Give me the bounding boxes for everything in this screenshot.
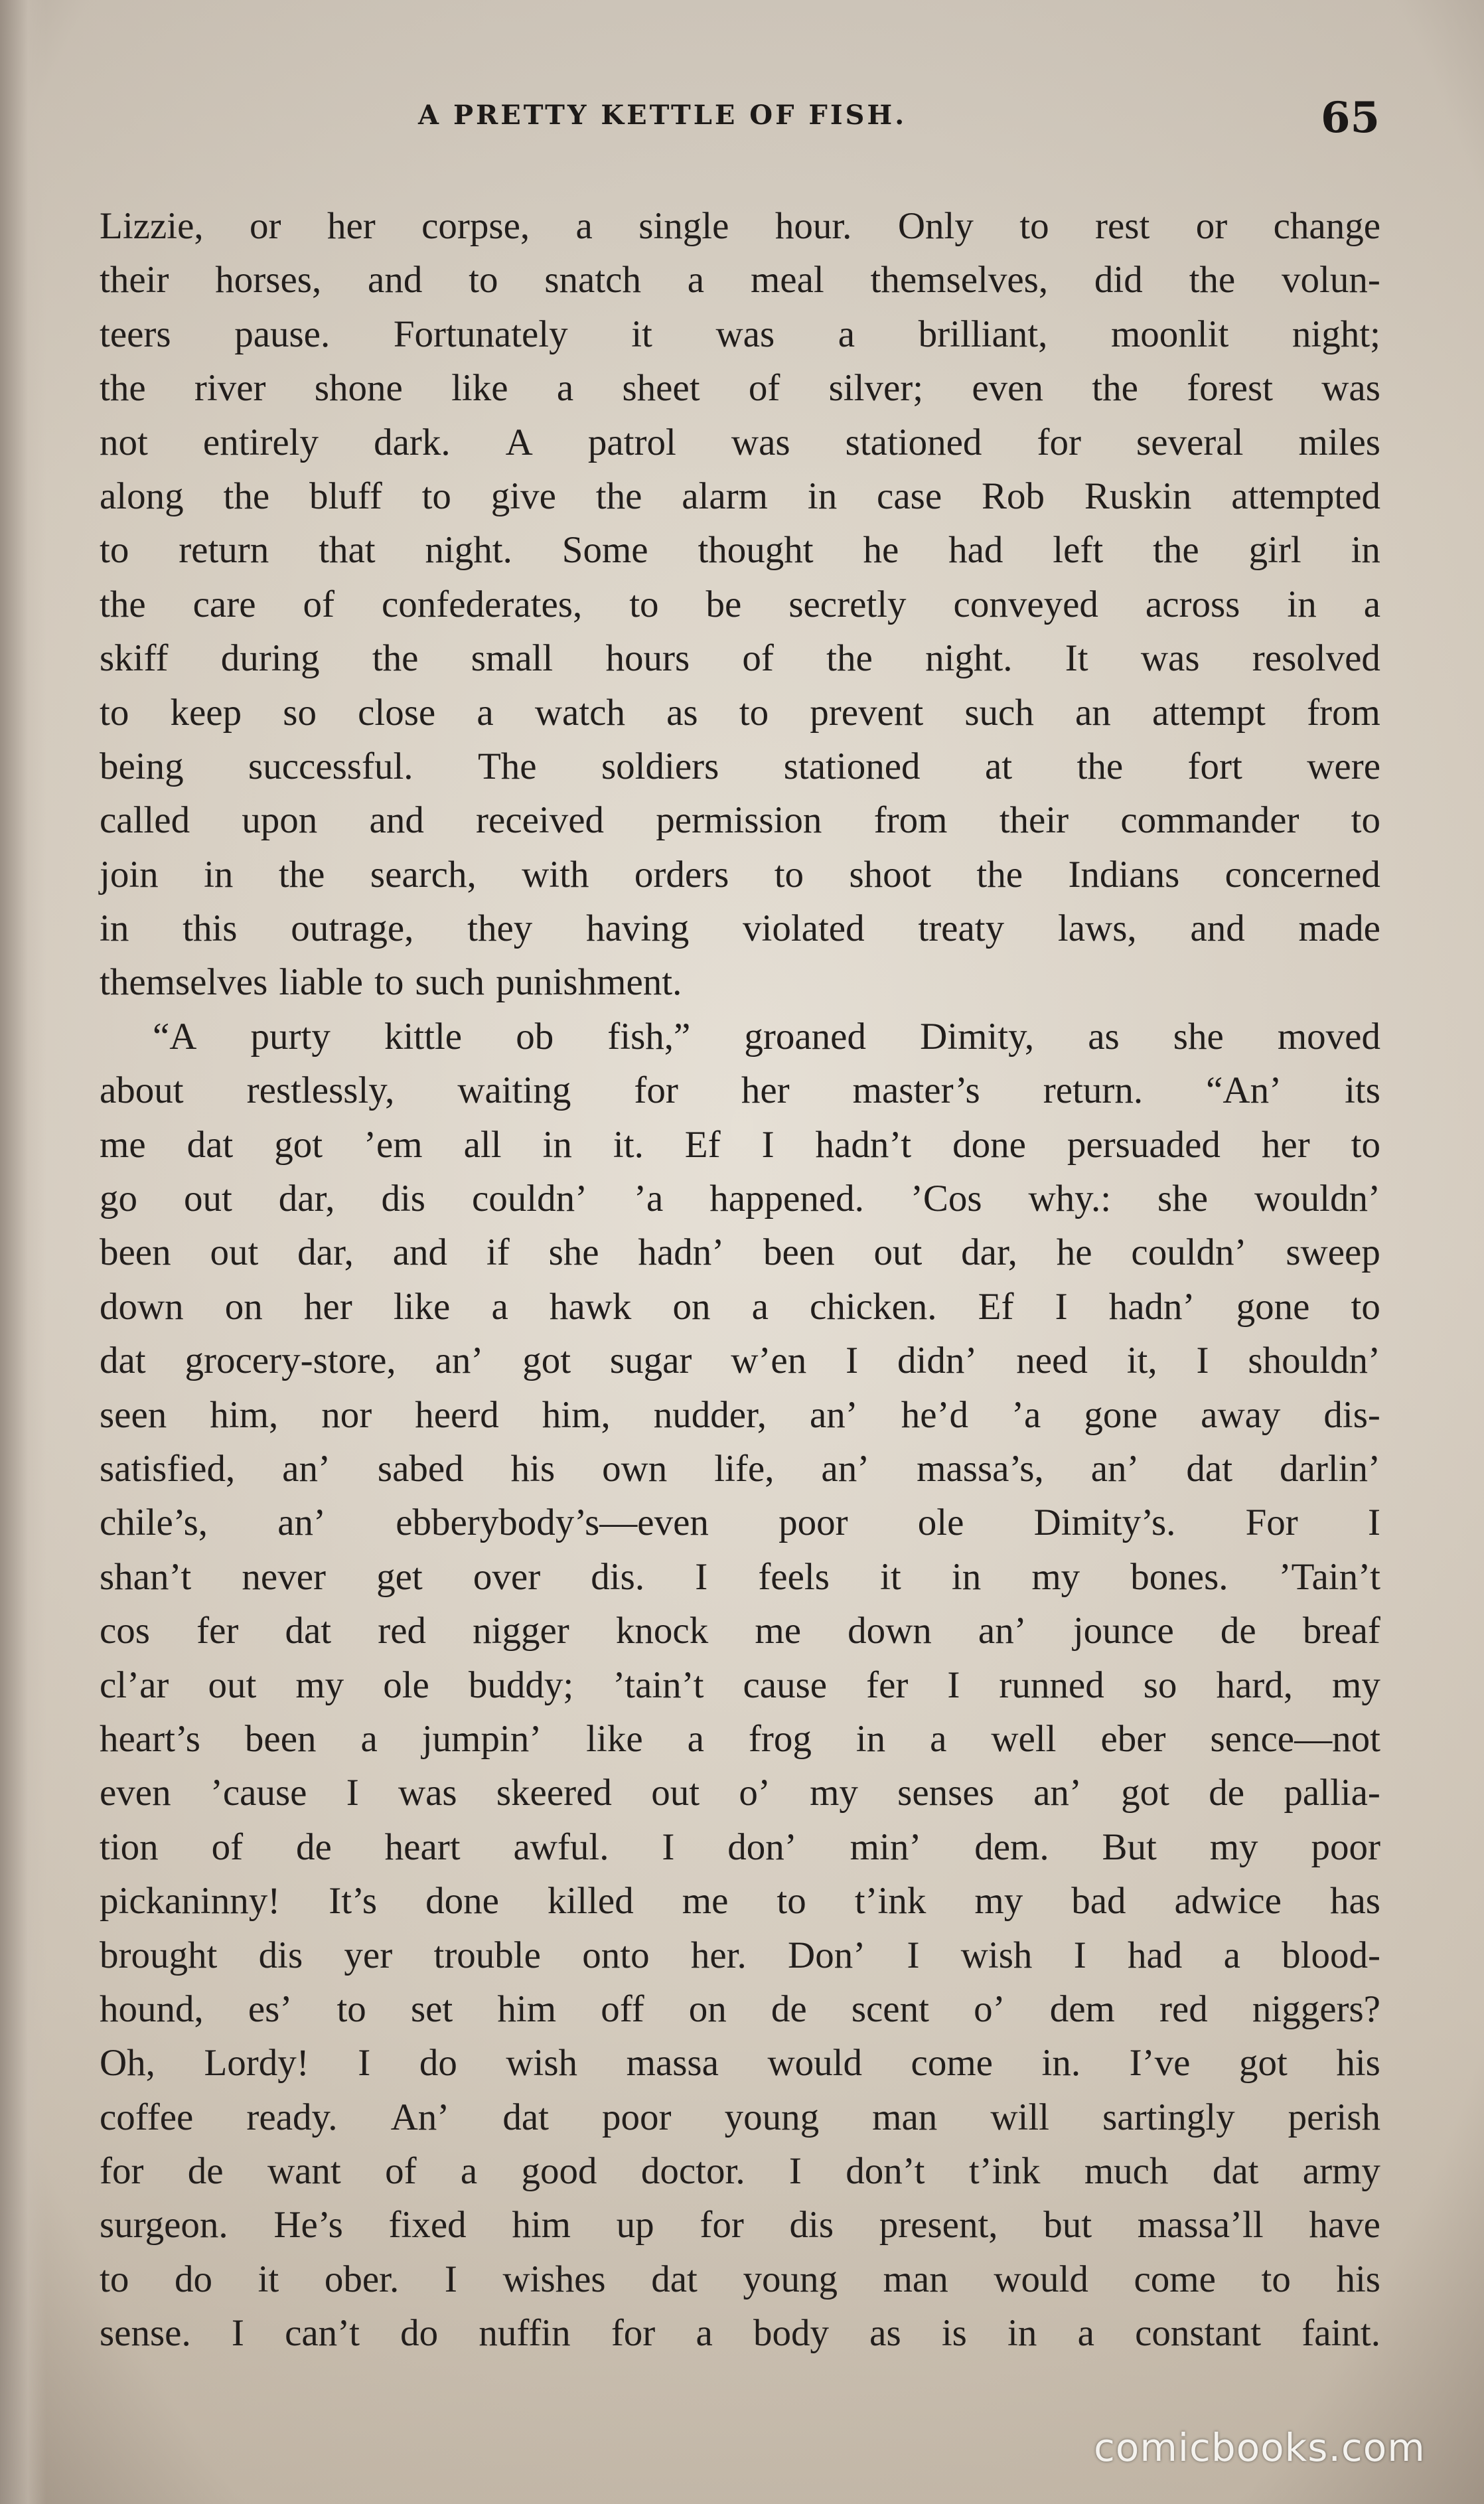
text-line: in this outrage, they having violated treaty laws, and made xyxy=(100,907,1380,950)
page-number: 65 xyxy=(1321,93,1380,143)
text-line: tion of de heart awful. I don’ min’ dem. But my poor xyxy=(100,1826,1380,1868)
text-line: me dat got ’em all in it. Ef I hadn’t done persuaded her to xyxy=(100,1123,1380,1166)
text-line: pickaninny! It’s done killed me to t’ink my bad adwice has xyxy=(100,1880,1380,1922)
text-line: “A purty kittle ob fish,” groaned Dimity, as she moved xyxy=(153,1015,1380,1057)
text-line: themselves liable to such punishment. xyxy=(100,961,682,1004)
text-line: to keep so close a watch as to prevent such an attempt from xyxy=(100,691,1380,734)
text-line: heart’s been a jumpin’ like a frog in a well eber sence—not xyxy=(100,1717,1380,1760)
text-line: skiff during the small hours of the night. It was resolved xyxy=(100,637,1380,680)
text-line: down on her like a hawk on a chicken. Ef I hadn’ gone to xyxy=(100,1285,1380,1328)
text-line: join in the search, with orders to shoot the Indians concerned xyxy=(100,853,1380,896)
text-line: go out dar, dis couldn’ ’a happened. ’Cos why.: she wouldn’ xyxy=(100,1178,1380,1220)
text-line: surgeon. He’s fixed him up for dis present, but massa’ll have xyxy=(100,2204,1380,2246)
text-line: the care of confederates, to be secretly conveyed across in a xyxy=(100,583,1380,625)
text-line: Oh, Lordy! I do wish massa would come in. I’ve got his xyxy=(100,2042,1380,2084)
text-line: being successful. The soldiers stationed at the fort were xyxy=(100,745,1380,787)
running-head: A PRETTY KETTLE OF FISH. xyxy=(418,100,907,131)
text-line: their horses, and to snatch a meal themselves, did the volun- xyxy=(100,259,1380,301)
text-line: seen him, nor heerd him, nudder, an’ he’d ’a gone away dis- xyxy=(100,1393,1380,1436)
text-line: been out dar, and if she hadn’ been out dar, he couldn’ sweep xyxy=(100,1231,1380,1274)
page-header xyxy=(0,93,1484,143)
text-line: coffee ready. An’ dat poor young man will sartingly perish xyxy=(100,2096,1380,2138)
watermark: comicbooks.com xyxy=(1094,2425,1426,2470)
text-line: teers pause. Fortunately it was a brilliant, moonlit night; xyxy=(100,313,1380,355)
text-line: for de want of a good doctor. I don’t t’ink much dat army xyxy=(100,2150,1380,2193)
text-line: not entirely dark. A patrol was stationed for several miles xyxy=(100,421,1380,463)
text-line: chile’s, an’ ebberybody’s—even poor ole Dimity’s. For I xyxy=(100,1502,1380,1544)
page-gutter-shadow xyxy=(0,0,46,2504)
text-line: called upon and received permission from their commander to xyxy=(100,799,1380,842)
text-line: to return that night. Some thought he had left the girl in xyxy=(100,529,1380,572)
text-line: hound, es’ to set him off on de scent o’ dem red niggers? xyxy=(100,1988,1380,2030)
text-line: the river shone like a sheet of silver; even the forest was xyxy=(100,367,1380,410)
text-line: shan’t never get over dis. I feels it in my bones. ’Tain’t xyxy=(100,1555,1380,1598)
text-line: brought dis yer trouble onto her. Don’ I wish I had a blood- xyxy=(100,1934,1380,1976)
text-line: even ’cause I was skeered out o’ my senses an’ got de pallia- xyxy=(100,1772,1380,1814)
text-line: dat grocery-store, an’ got sugar w’en I didn’ need it, I shouldn’ xyxy=(100,1340,1380,1382)
text-line: satisfied, an’ sabed his own life, an’ massa’s, an’ dat darlin’ xyxy=(100,1447,1380,1490)
text-line: sense. I can’t do nuffin for a body as is in a constant faint. xyxy=(100,2312,1380,2355)
text-line: along the bluff to give the alarm in case Rob Ruskin attempted xyxy=(100,475,1380,517)
text-line: cos fer dat red nigger knock me down an’ jounce de breaf xyxy=(100,1610,1380,1652)
text-line: Lizzie, or her corpse, a single hour. Only to rest or change xyxy=(100,205,1380,247)
body-text xyxy=(100,199,1380,2361)
text-line: about restlessly, waiting for her master’s return. “An’ its xyxy=(100,1069,1380,1112)
text-line: to do it ober. I wishes dat young man would come to his xyxy=(100,2258,1380,2300)
text-line: cl’ar out my ole buddy; ’tain’t cause fer I runned so hard, my xyxy=(100,1664,1380,1706)
